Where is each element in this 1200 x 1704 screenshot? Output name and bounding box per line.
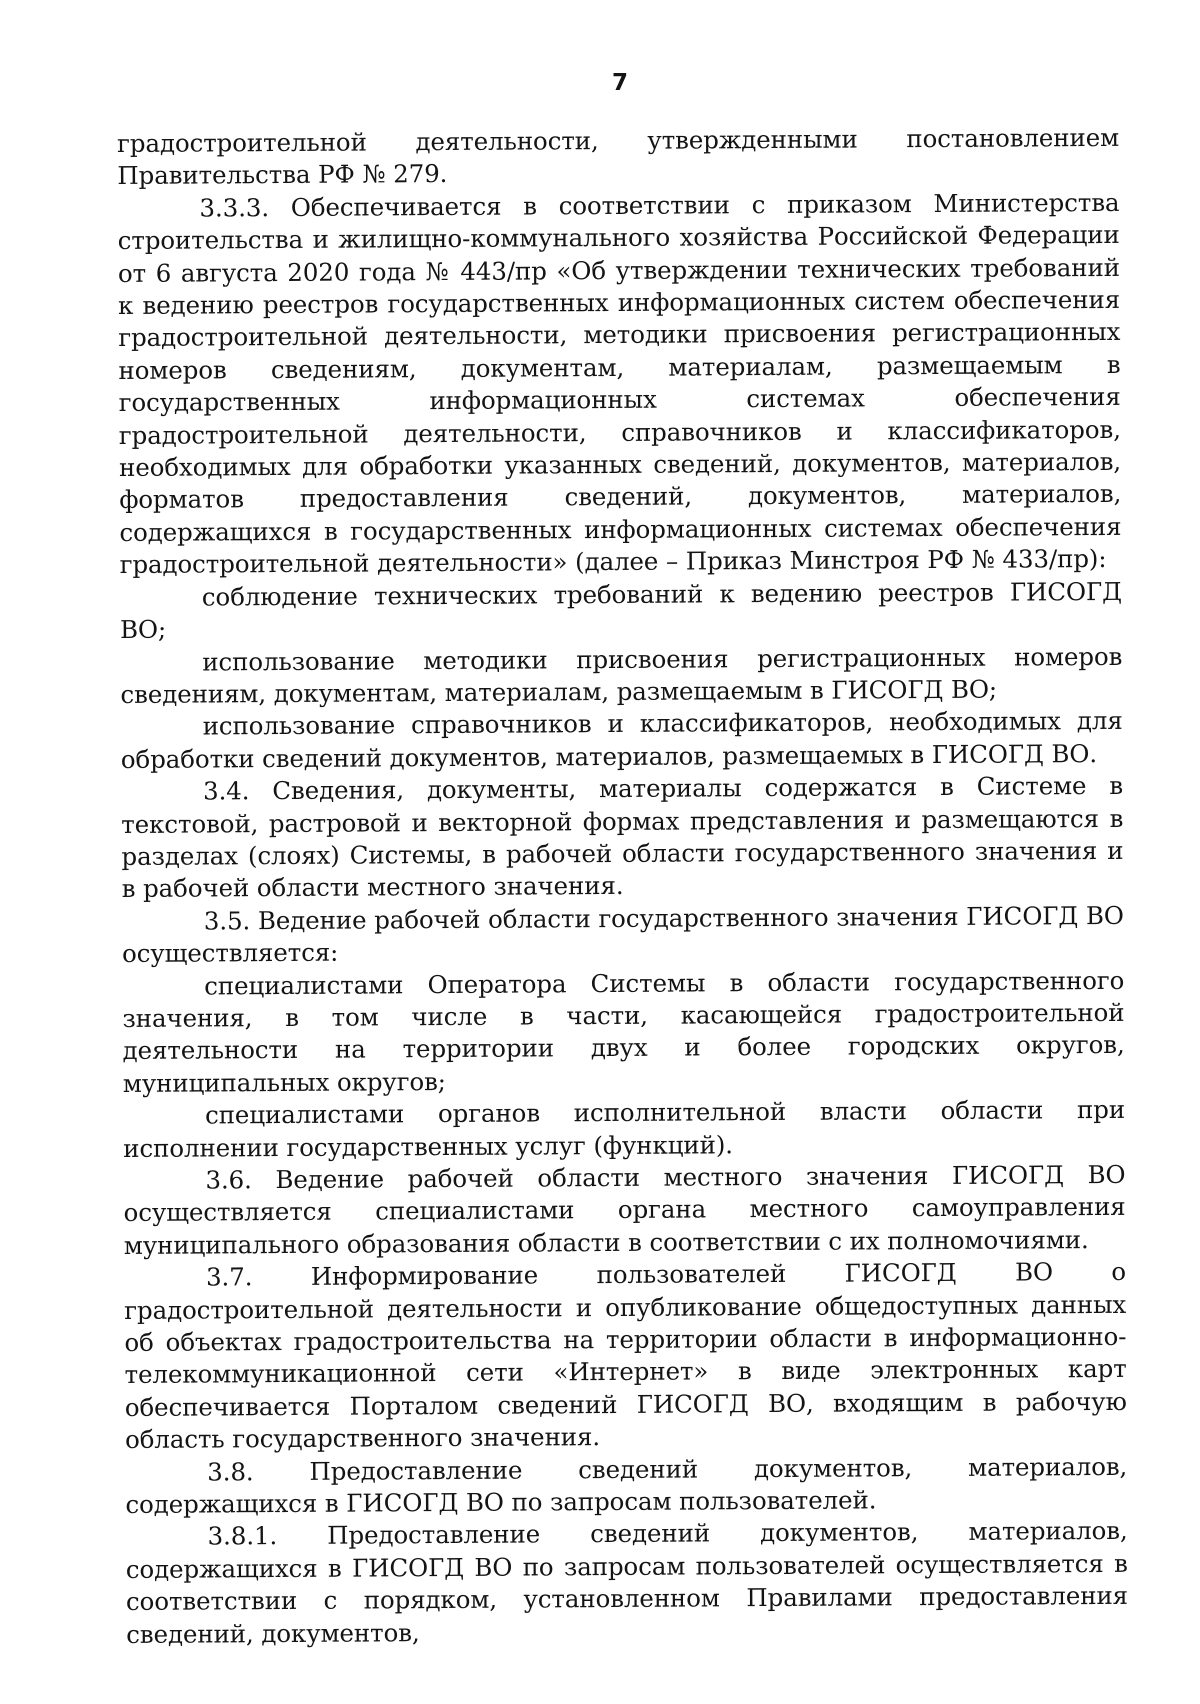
paragraph-3-6: 3.6. Ведение рабочей области местного значения ГИСОГД ВО осуществляется специалистами органа местного самоуправления муниципального образования области в соответствии с их полномочиями. [123,1159,1126,1260]
paragraph-continuation: градостроительной деятельности, утвержденными постановлением Правительства РФ № 279. [117,122,1120,191]
list-item-requirements: соблюдение технических требований к ведению реестров ГИСОГД ВО; [119,576,1122,645]
list-item-classifiers: использование справочников и классификаторов, необходимых для обработки сведений документов, материалов, размещаемых в ГИСОГД ВО. [120,706,1123,774]
list-item-executive-specialists: специалистами органов исполнительной власти области при исполнении государственных услуг (функций). [123,1095,1126,1163]
list-item-operator-specialists: специалистами Оператора Системы в области государственного значения, в том числе в части, касающейся градостроительной деятельности на территории двух и более городских округов, муниципальных округов; [122,965,1125,1098]
paragraph-3-5: 3.5. Ведение рабочей области государственного значения ГИСОГД ВО осуществляется: [121,900,1124,969]
paragraph-3-8: 3.8. Предоставление сведений документов, материалов, содержащихся в ГИСОГД ВО по запросам пользователей. [125,1451,1128,1520]
paragraph-3-4: 3.4. Сведения, документы, материалы содержатся в Системе в текстовой, растровой и векторной формах представления и размещаются в разделах (слоях) Системы, в рабочей области государственного значения и в рабочей области местного значения. [121,770,1124,904]
paragraph-3-8-1: 3.8.1. Предоставление сведений документов, материалов, содержащихся в ГИСОГД ВО по запросам пользователей осуществляется в соответствии с порядком, установленном Правилами предоставления сведений, документов, [125,1516,1129,1649]
paragraph-3-7: 3.7. Информирование пользователей ГИСОГД ВО о градостроительной деятельности и опубликование общедоступных данных об объектах градостроительства на территории области в информационно-телекоммуникационной сети «Интернет» в виде электронных карт обеспечивается Порталом сведений ГИСОГД ВО, входящим в рабочую область государственного значения. [124,1257,1127,1455]
list-item-methodology: использование методики присвоения регистрационных номеров сведениям, документам, материалам, размещаемым в ГИСОГД ВО; [120,641,1123,709]
paragraph-3-3-3: 3.3.3. Обеспечивается в соответствии с приказом Министерства строительства и жилищно-коммунального хозяйства Российской Федерации от 6 августа 2020 года № 443/пр «Об утверждении технических требований к ведению реестров государственных информационных систем обеспечения градостроительной деятельности, методики присвоения регистрационных номеров сведениям, документам, материалам, размещаемым в государственных информационных системах обеспечения градостроительной деятельности, справочников и классификаторов, необходимых для обработки указанных сведений, документов, материалов, форматов предоставления сведений, документов, материалов, содержащихся в государственных информационных системах обеспечения градостроительной деятельности» (далее – Приказ Минстроя РФ № 433/пр): [117,187,1122,580]
page-number: 7 [611,70,628,96]
document-body [117,122,1128,1651]
